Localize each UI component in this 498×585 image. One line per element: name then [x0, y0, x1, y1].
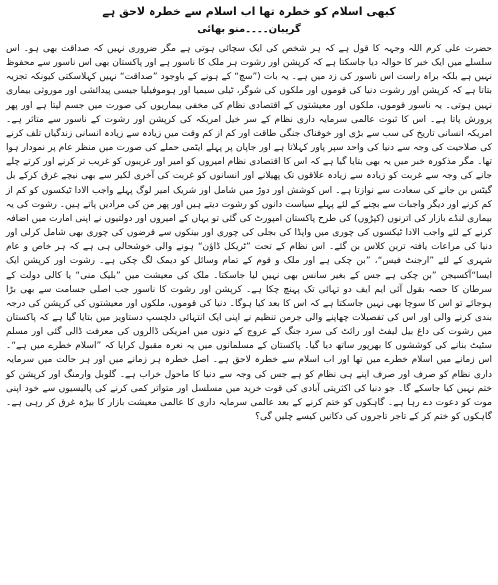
article-title: کبھی اسلام کو خطرہ تھا اب اسلام سے خطرہ لاحق ہے	[102, 5, 396, 18]
article-body: حضرت علی کرم اللہ وجہہ کا قول ہے کہ ہر شخص کی ایک سچائی ہوتی ہے مگر ضروری نہیں کہ صداقت بھی ہو۔ اس سلسلے میں ایک خبر کا حوالہ دیا جاسکتا ہے کہ کرپشن اور رشوت ہر ملک کا ناسور ہے اور پاکستان بھی اس ناسور سے محفوظ نہیں ہے بلکہ براہ راست اس ناسور کی زد میں ہے۔ یہ بات (”سچ“ کے ہونے کے باوجود ”صداقت“ نہیں کہلاسکتی کیونکہ تجزیہ بتاتا ہے کہ کرپشن اور رشوت دنیا کی قوموں اور ملکوں کی شوگر، ٹیلی سیمیا اور ہوموفیلیا جیسی پیدائشی اور موروثی بیماری نہیں ہوتی۔ یہ ناسور قوموں، ملکوں اور معیشتوں کے اقتصادی نظام کی مخفی بیماریوں کی صورت میں جسم لیتا ہے اور پھر پرورش پاتا ہے۔ اس کا ثبوت عالمی سرمایہ داری نظام کے سر خیل امریکہ کی کرپشن اور رشوت کے ناسور سے متاثر ہے۔ امریکہ انسانی تاریخ کی سب سے بڑی اور خوفناک جنگی طاقت اور کم از کم وقت میں زیادہ سے زیادہ انسانی زندگیاں تلف کرنے کی صلاحیت کی وجہ سے دنیا کی واحد سپر پاور کہلاتا ہے اور جاپان پر پہلے ایٹمی حملے کی صورت میں منظر عام پر نمودار ہوا تھا۔ مگر مذکورہ خبر میں یہ بھی بتایا گیا ہے کہ اس کا اقتصادی نظام امیروں کو امیر اور غریبوں کو غریب تر کرنے اور کرتے چلے جانے کی وجہ سے غربت کو زیادہ سے زیادہ علاقوں تک پھیلانے اور انسانوں کو غربت کی آخری لکیر سے بھی نیچے غرق کرکے بل گیٹس بن جانے کی سعادت سے نوازتا ہے۔ اس کوشش اور دوڑ میں شامل اور شریک امیر لوگ پہلے واجب الادا ٹیکسوں کو کم از کم کرنے اور دیگر واجبات سے بچنے کے لئے پہلے سیاست دانوں کو رشوت دیتے ہیں اور پھر من کی مرادیں پاتے ہیں۔ رشوت کی یہ بیماری لنڈے بازار کی اترنوں (کپڑوں) کی طرح پاکستان امپورٹ کی گئی تو یہاں کے امیروں اور دولتیوں نے اپنی امارت میں اضافہ کرنے کے لئے واجب الادا ٹیکسوں کی چوری میں واپڈا کی بجلی کی چوری اور بینکوں سے قرضوں کی چوری بھی شامل کرلی اور دنیا کی مراعات یافتہ ترین کلاس بن گئے۔ اس نظام کے تحت ”ٹریکل ڈاؤن“ ہونے والی خوشحالی ہی ہے کہ ہر خاص و عام شہری کے لئے ”ارجنٹ فیس“، ”بن چکی ہے اور ملک و قوم کے تمام وسائل کو دیمک لگ چکی ہے۔ رشوت اور کرپشن ایک ایسا“آکسیجن ”بن چکی ہے جس کے بغیر سانس بھی نہیں لیا جاسکتا۔ ملک کی معیشت میں ”بلیک منی“ یا کالی دولت کے سرطان کا حصہ بقول آئی ایم ایف دو تہائی تک پہنچ چکا ہے۔ کرپشن اور رشوت کا ناسور جب اصلی جسامت سے بھی بڑا ہوجائے تو اس کا سوچا بھی نہیں جاسکتا ہے کہ اس کا بعد کیا ہوگا۔ دنیا کی قوموں، ملکوں اور معیشتوں کی کرپشن کی درجہ بندی کرنے والی اور اس کی تفصیلات چھاپنے والی جرمن تنظیم نے اپنی ایک انتہائی دلچسپ دستاویز میں بتایا گیا ہے کہ پاکستان میں رشوت کی داغ بیل لیفٹ اور رائٹ کی سرد جنگ کے عروج کے دنوں میں امریکی ڈالروں کی معرفت ڈالی گئی اور مسلم سٹیٹ بنانے کی کوششوں کا بھرپور ساتھ دیا گیا۔ پاکستان کے مسلمانوں میں یہ نعرہ مقبول کرایا کہ ”اسلام خطرے میں ہے“۔ اس زمانے میں اسلام خطرے میں تھا اور اب اسلام سے خطرہ لاحق ہے۔ اصل خطرہ ہر زمانے میں اور ہر حالت میں سرمایہ داری نظام کو صرف اور صرف اپنے ہی نظام کو ہے جس کی وجہ سے دنیا کا ماحول خراب ہے۔ گلوبل وارمنگ اور کرپشن کو ختم نہیں کیا جاسکے گا۔ جو دنیا کی اکثریتی آبادی کی قوت خرید میں مسلسل اور متواتر کمی کرنے کی پالیسیوں سے خود اپنی موت کو دعوت دے رہا ہے۔ گاہکوں کو ختم کرنے کے بعد عالمی سرمایہ داری کا عالمی معیشت بازار کا بیڑہ غرق کر رہی ہے۔ گاہکوں کو ختم کر کے تاجر تاجروں کی دکانیں کیسے چلیں گی؟	[6, 44, 492, 423]
article-page	[6, 4, 492, 581]
article-byline: گریبان۔۔۔۔منو بھائی	[197, 24, 301, 35]
